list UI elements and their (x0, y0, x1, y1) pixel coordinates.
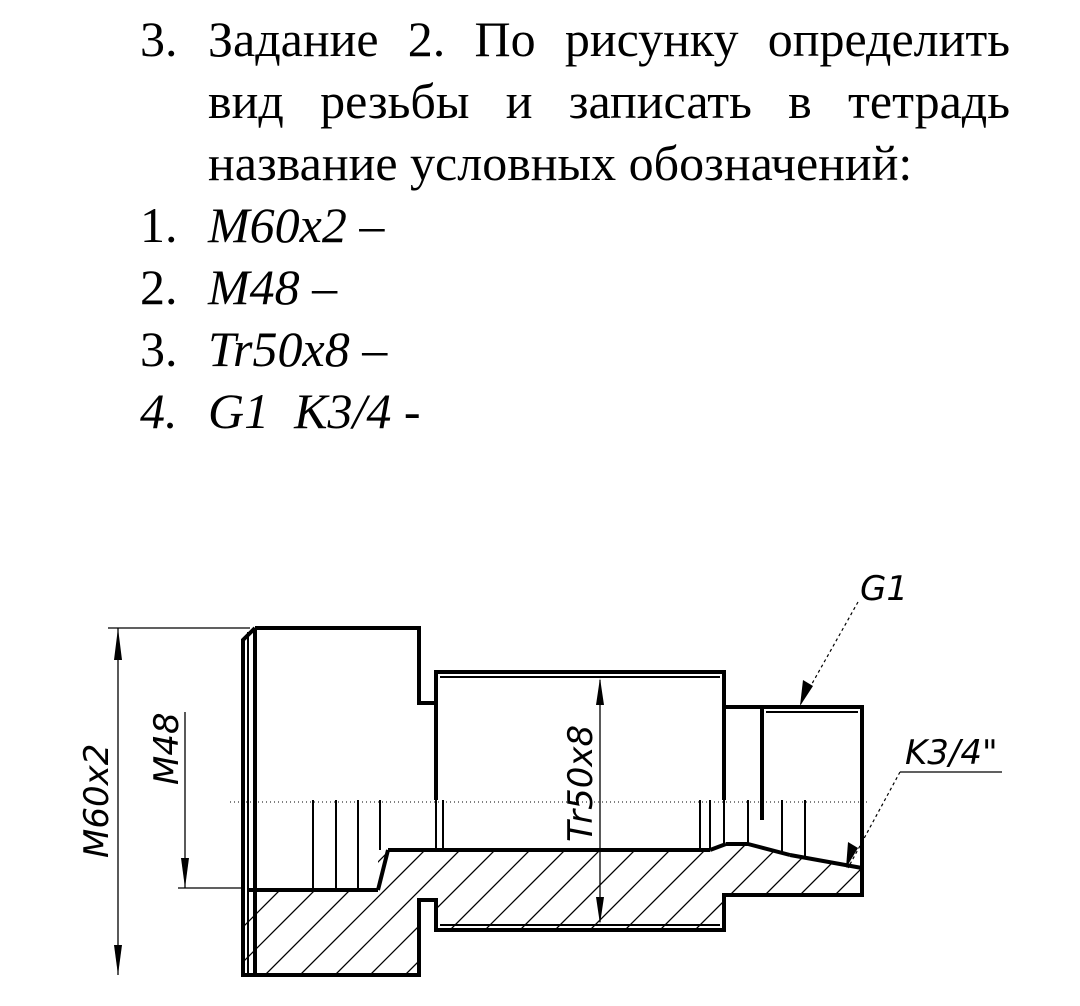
item-number: 3. (140, 321, 178, 377)
item-number: 2. (140, 259, 178, 315)
list-item (140, 256, 1010, 318)
item-number: 4. (140, 383, 178, 439)
item-content (208, 380, 421, 442)
item-content (208, 256, 337, 318)
item-content (208, 318, 387, 380)
label-k34: K3/4" (905, 733, 998, 773)
thread-code: M48 (208, 259, 300, 315)
item-suffix: - (391, 383, 421, 439)
label-g1: G1 (860, 569, 908, 609)
label-tr50x8: Tr50x8 (561, 724, 601, 842)
task-block (140, 8, 1010, 442)
item-content (208, 194, 384, 256)
label-m48: M48 (147, 712, 187, 785)
task-number: 3. (140, 11, 178, 67)
item-suffix: – (349, 321, 388, 377)
item-suffix: – (346, 197, 385, 253)
list-item (140, 380, 1010, 442)
item-number: 1. (140, 197, 178, 253)
task-heading (140, 8, 1010, 194)
list-item (140, 318, 1010, 380)
thread-code: G1 K3/4 (208, 383, 392, 439)
item-suffix: – (299, 259, 338, 315)
thread-lines (248, 632, 858, 975)
task-text: Задание 2. По рисунку определить вид резьбы и записать в тетрадь название условных обозначений: (208, 11, 1010, 191)
list-item (140, 194, 1010, 256)
label-m60x2: M60x2 (77, 743, 117, 858)
technical-drawing (0, 540, 1080, 1006)
thread-code: M60x2 (208, 197, 347, 253)
thread-code: Tr50x8 (208, 321, 350, 377)
